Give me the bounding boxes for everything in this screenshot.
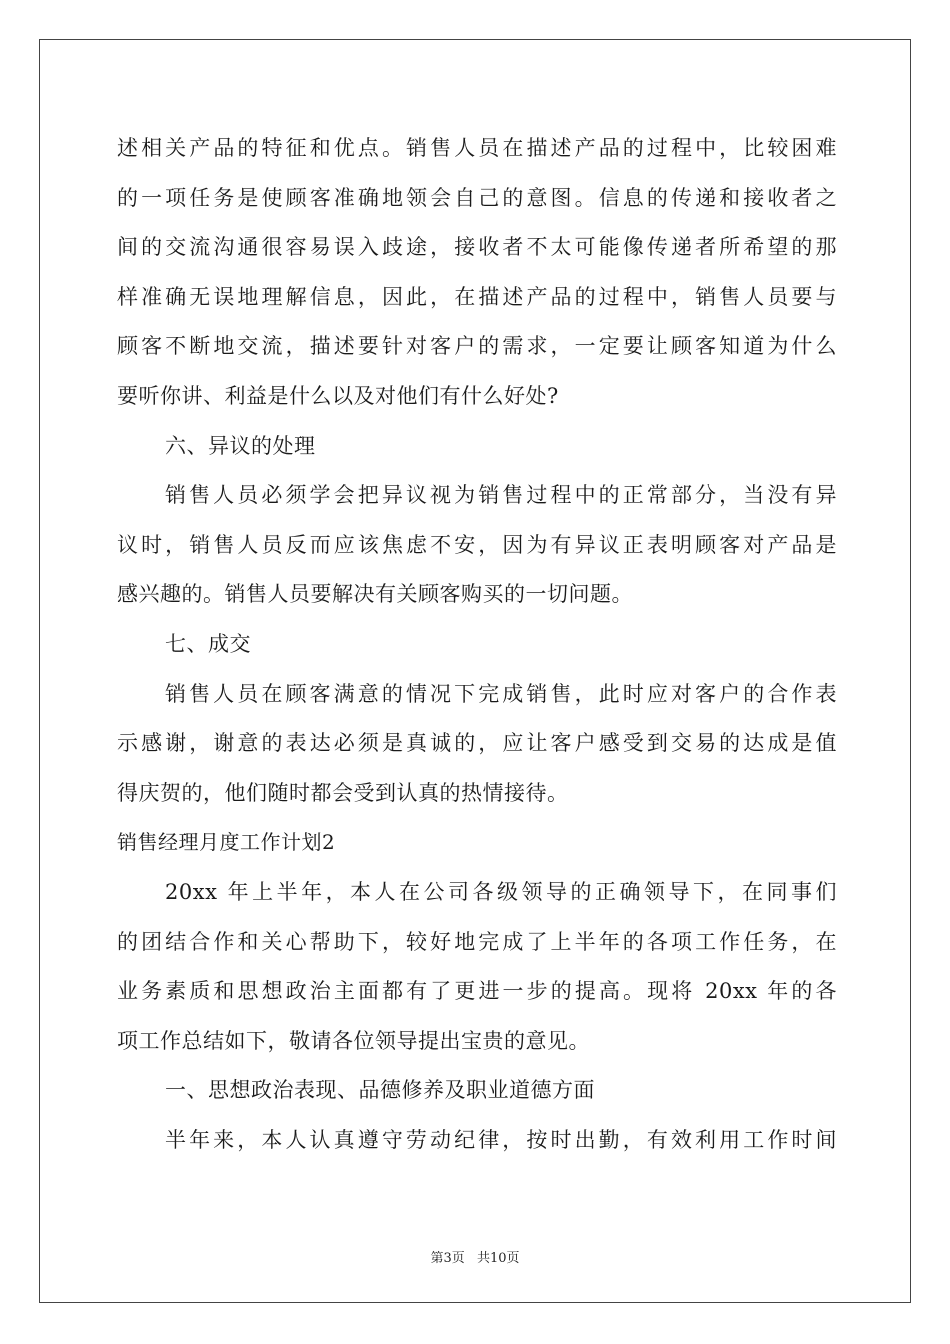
text-line: 顾客不断地交流，描述要针对客户的需求，一定要让顾客知道为什么 [117,334,837,359]
text-line: 业务素质和思想政治主面都有了更进一步的提高。现将 20xx 年的各 [117,979,837,1004]
page-total: 共10页 [476,1251,520,1266]
text-line: 得庆贺的，他们随时都会受到认真的热情接待。 [117,780,569,805]
text-line: 20xx 年上半年，本人在公司各级领导的正确领导下，在同事们 [165,879,837,904]
document-body [117,124,837,1165]
text-line: 一、思想政治表现、品德修养及职业道德方面 [165,1078,595,1103]
text-line: 的团结合作和关心帮助下，较好地完成了上半年的各项工作任务，在 [117,929,837,954]
text-line: 项工作总结如下，敬请各位领导提出宝贵的意见。 [117,1028,590,1053]
text-line: 议时，销售人员反而应该焦虑不安，因为有异议正表明顾客对产品是 [117,532,837,557]
text-line: 样准确无误地理解信息，因此，在描述产品的过程中，销售人员要与 [117,284,837,309]
page-number: 第3页 [430,1251,465,1266]
text-line: 要听你讲、利益是什么以及对他们有什么好处? [117,383,559,408]
text-line: 六、异议的处理 [165,433,316,458]
text-line: 销售人员在顾客满意的情况下完成销售，此时应对客户的合作表 [165,681,837,706]
section-heading: 销售经理月度工作计划2 [117,830,336,855]
text-line: 的一项任务是使顾客准确地领会自己的意图。信息的传递和接收者之 [117,185,837,210]
text-line: 感兴趣的。销售人员要解决有关顾客购买的一切问题。 [117,582,633,607]
text-line: 示感谢，谢意的表达必须是真诚的，应让客户感受到交易的达成是值 [117,731,837,756]
page-footer [0,1247,950,1266]
text-line: 销售人员必须学会把异议视为销售过程中的正常部分，当没有异 [165,483,837,508]
text-line: 七、成交 [165,631,251,656]
text-line: 述相关产品的特征和优点。销售人员在描述产品的过程中，比较困难 [117,136,837,160]
text-line: 间的交流沟通很容易误入歧途，接收者不太可能像传递者所希望的那 [117,235,837,260]
text-line: 半年来，本人认真遵守劳动纪律，按时出勤，有效利用工作时间 [165,1127,837,1152]
